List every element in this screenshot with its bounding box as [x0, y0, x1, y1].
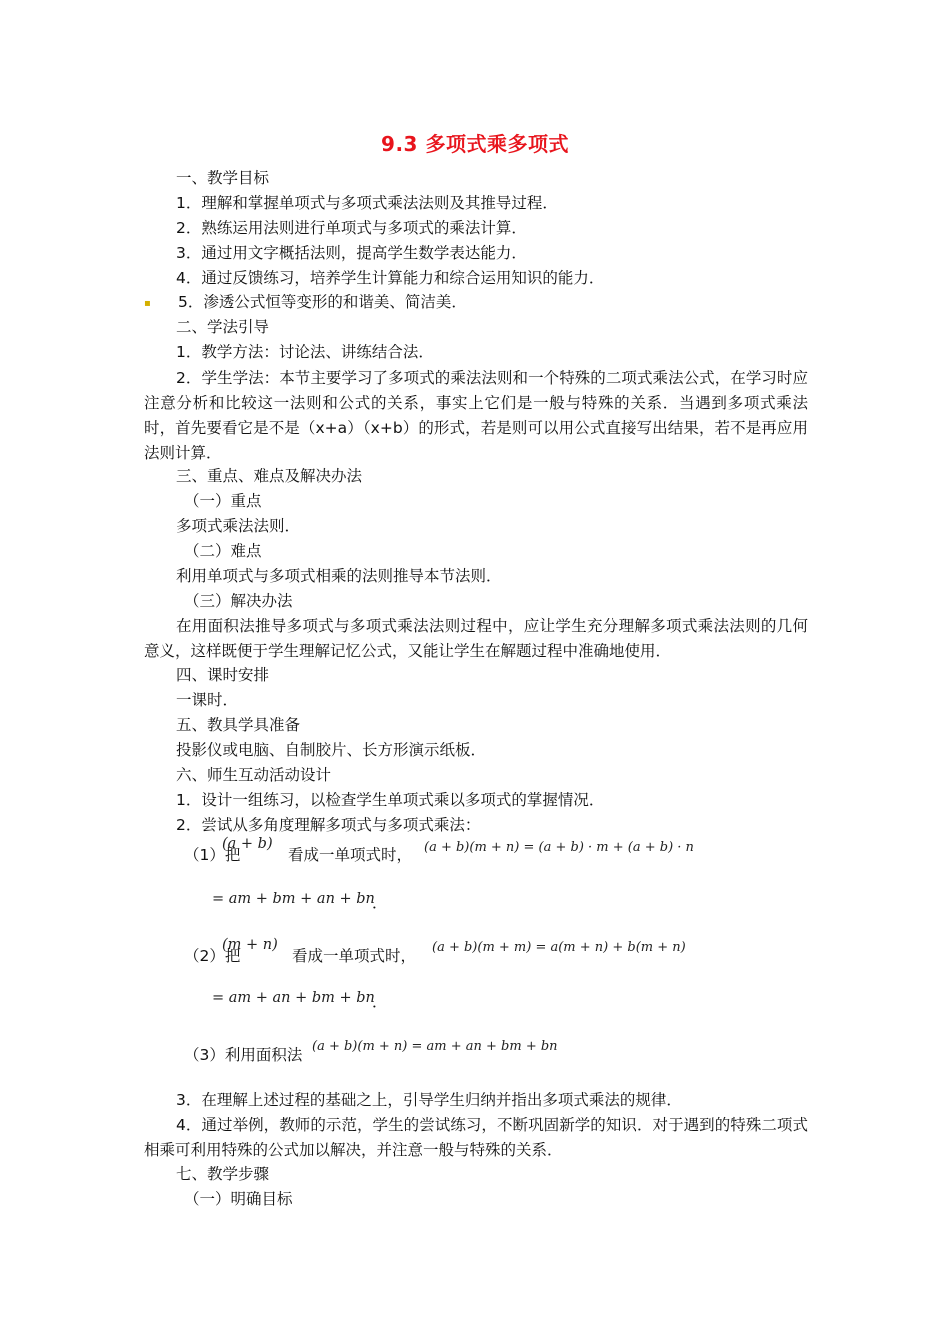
- subheading-keypoint: （一）重点: [184, 492, 262, 510]
- activity-item: 1．设计一组练习，以检查学生单项式乘以多项式的掌握情况．: [176, 791, 605, 809]
- keypoint-text: 多项式乘法法则．: [176, 517, 301, 535]
- case-2-equation: (a + b)(m + m) = a(m + n) + b(m + n): [432, 940, 686, 955]
- section-heading-6: 六、师生互动活动设计: [176, 766, 332, 784]
- objective-item: 2．熟练运用法则进行单项式与多项式的乘法计算．: [176, 219, 527, 237]
- section-heading-4: 四、课时安排: [176, 666, 270, 684]
- case-1-term: (a + b): [222, 836, 273, 852]
- subheading-difficulty: （二）难点: [184, 542, 262, 560]
- case-3-equation: (a + b)(m + n) = am + an + bm + bn: [312, 1039, 558, 1054]
- activity-item: 3．在理解上述过程的基础之上，引导学生归纳并指出多项式乘法的规律．: [176, 1091, 682, 1109]
- activity-item-paragraph: 4．通过举例，教师的示范，学生的尝试练习，不断巩固新学的知识．对于遇到的特殊二项式相乘可利用特殊的公式加以解决，并注意一般与特殊的关系．: [144, 1116, 808, 1159]
- section-heading-1: 一、教学目标: [176, 169, 270, 187]
- case-2-result: = am + an + bm + bn: [212, 990, 375, 1006]
- objective-item: 3．通过用文字概括法则，提高学生数学表达能力．: [176, 244, 527, 262]
- case-2-label: （2）把: [184, 947, 241, 965]
- case-2-term: (m + n): [222, 937, 278, 953]
- solution-paragraph: 在用面积法推导多项式与多项式乘法法则过程中，应让学生充分理解多项式乘法法则的几何意义，这样既便于学生理解记忆公式，又能让学生在解题过程中准确地使用．: [144, 617, 808, 660]
- case-1-description: 看成一单项式时，: [288, 846, 413, 864]
- objective-item: 5．渗透公式恒等变形的和谐美、简洁美．: [178, 293, 467, 311]
- case-3-label: （3）利用面积法: [184, 1046, 303, 1064]
- period: ．: [372, 993, 388, 1011]
- section-heading-3: 三、重点、难点及解决办法: [176, 467, 363, 485]
- method-item: 1．教学方法：讨论法、讲练结合法．: [176, 343, 434, 361]
- section-heading-2: 二、学法引导: [176, 318, 270, 336]
- stray-mark: ▪: [144, 298, 151, 309]
- study-method-paragraph: 2．学生学法：本节主要学习了多项式的乘法法则和一个特殊的二项式乘法公式，在学习时应注意分析和比较这一法则和公式的关系，事实上它们是一般与特殊的关系．当遇到多项式乘法时，首先要看它是不是（x+a）（x+b）的形式，若是则可以用公式直接写出结果，若不是再应用法则计算．: [144, 369, 808, 462]
- objective-item: 1．理解和掌握单项式与多项式乘法法则及其推导过程．: [176, 194, 558, 212]
- activity-item: 2．尝试从多角度理解多项式与多项式乘法：: [176, 816, 481, 834]
- case-1-result: = am + bm + an + bn: [212, 891, 375, 907]
- schedule-text: 一课时．: [176, 691, 239, 709]
- case-2-description: 看成一单项式时，: [292, 947, 417, 965]
- difficulty-text: 利用单项式与多项式相乘的法则推导本节法则．: [176, 567, 502, 585]
- subheading-goal: （一）明确目标: [184, 1190, 293, 1208]
- section-heading-5: 五、教具学具准备: [176, 716, 301, 734]
- subheading-solution: （三）解决办法: [184, 592, 293, 610]
- case-1-label: （1）把: [184, 846, 241, 864]
- period: ．: [372, 894, 388, 912]
- page-title: 9.3 多项式乘多项式: [381, 132, 569, 156]
- objective-item: 4．通过反馈练习，培养学生计算能力和综合运用知识的能力．: [176, 269, 605, 287]
- case-1-equation: (a + b)(m + n) = (a + b) · m + (a + b) · n: [424, 840, 694, 855]
- materials-text: 投影仪或电脑、自制胶片、长方形演示纸板．: [176, 741, 487, 759]
- section-heading-7: 七、教学步骤: [176, 1165, 270, 1183]
